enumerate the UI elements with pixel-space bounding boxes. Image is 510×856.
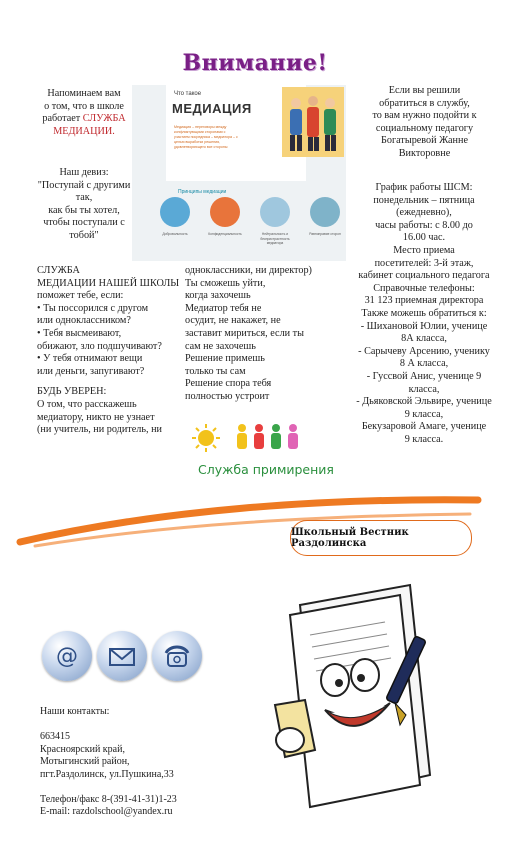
address-line: Мотыгинский район, [40,756,130,767]
guarantee-line: сам не захочешь [185,340,256,352]
help-line: или деньги, запугивают? [37,365,145,377]
email-link[interactable]: E-mail: razdolschool@yandex.ru [40,806,173,817]
help-line: • Ты поссорился с другом [37,302,149,314]
guarantee-line: когда захочешь [185,290,251,302]
teacher-line: Викторовне [398,147,451,159]
help-line: • У тебя отнимают вещи [37,353,143,365]
contacts-line [40,781,290,794]
schedule-line: часы работы: с 8.00 до [375,219,473,231]
schedule-line: - Дьяковской Эльвире, ученице [356,396,492,408]
schedule-line: Место приема [393,244,455,256]
schedule-line: - Сарычеву Арсению, ученику [358,345,490,357]
guarantee-line: Ты сможешь уйти, [185,277,266,289]
sun-icon [192,424,220,452]
contacts-heading: Наши контакты: [40,706,110,717]
contacts-line [40,719,290,732]
mediation-infographic [132,85,346,261]
schedule-block [345,182,503,446]
guarantee-line: одноклассники, ни директор) [185,265,312,276]
person-icon [210,197,240,227]
newspaper-banner: Школьный Вестник Раздолинска [290,520,472,556]
contacts-block [40,706,290,819]
schedule-line: 16.00 час. [402,232,446,244]
help-line: МЕДИАЦИИ НАШЕЙ ШКОЛЫ [37,277,180,289]
schedule-line: понедельник – пятница [373,194,475,206]
principles-title: Принципы медиации [178,189,227,195]
motto-line: как бы ты хотел, [48,204,120,216]
motto-block [36,167,132,243]
telephone-icon [152,631,202,681]
address-line: Красноярский край, [40,743,125,755]
handshake-icon [160,197,190,227]
intro-block [36,88,132,138]
envelope-icon [97,631,147,681]
schedule-line: 31 123 приемная директора [364,295,484,307]
schedule-line: класса, [408,383,440,395]
guarantee-line: только ты сам [185,365,246,377]
help-line: БУДЬ УВЕРЕН: [37,386,107,398]
guarantees-block [185,265,335,404]
motto-line: тобой" [69,229,99,241]
help-line: поможет тебе, если: [37,290,124,302]
spacer [37,378,182,386]
guarantee-line: заставит мириться, если ты [185,327,304,339]
group-icon [260,197,290,227]
people-icon [310,197,340,227]
teacher-line: то вам нужно подойти к [372,110,477,122]
help-block [37,265,182,437]
teacher-line: Богатыревой Жанне [381,135,468,147]
teacher-line: Если вы решили [388,85,461,96]
help-line: О том, что расскажешь [37,398,137,410]
intro-line: Напоминаем вам [47,88,121,99]
principle-label: Конфиденциальность [208,232,242,236]
schedule-line: кабинет социального педагога [358,270,490,282]
help-line: обижают, зло подшучивают? [37,340,162,352]
service-name: СЛУЖБА [82,113,126,125]
principle-label: Равноправие сторон [309,232,341,236]
motto-line: чтобы поступали с [43,217,125,229]
page-title: Внимание! [182,50,328,76]
schedule-line: (ежедневно), [396,207,452,219]
schedule-line: Также можешь обратиться к: [361,307,487,319]
guarantee-line: Решение примешь [185,353,265,365]
teacher-line: социальному педагогу [375,122,474,134]
schedule-line: 9 класса, [404,408,444,420]
contact-teacher-block [352,85,497,161]
at-sign-icon [42,631,92,681]
motto-line: Наш девиз: [59,167,109,178]
infographic-heading: МЕДИАЦИЯ [172,101,252,116]
help-line: или одноклассником? [37,315,131,327]
schedule-line: 8 А класса, [399,358,449,370]
people-illustration [282,87,344,157]
service-name-line: МЕДИАЦИИ. [53,125,115,137]
teacher-line: обратиться в службу, [379,97,470,109]
schedule-line: График работы ШСМ: [375,182,473,193]
address-line: пгт.Раздолинск, ул.Пушкина,33 [40,768,174,780]
principle-label: Нейтральность и беспристрастность медиатора [260,232,290,245]
motto-line: "Поступай с другими [37,179,131,191]
children-icon [237,424,298,449]
intro-line: о том, что в школе [44,100,124,112]
principle-label: Добровольность [162,232,188,236]
postal-code: 663415 [40,731,70,742]
schedule-line: 8А класса, [401,333,447,345]
intro-word: работает [42,113,83,125]
infographic-small-heading: Что такое [174,91,202,97]
newspaper-mascot [260,575,460,815]
svg-text:@: @ [56,644,78,669]
motto-line: так, [75,192,93,204]
schedule-line: Справочные телефоны: [373,282,475,294]
logo-text: Служба примирения [198,462,334,477]
help-line: (ни учитель, ни родитель, ни [37,424,162,436]
help-line: СЛУЖБА [37,265,80,276]
schedule-line: - Гуссвой Анис, ученице 9 [366,370,482,382]
help-line: • Тебя высмеивают, [37,327,122,339]
guarantee-line: осудит, не накажет, не [185,315,281,327]
schedule-line: - Шихановой Юлии, ученице [360,320,488,332]
phone-fax: Телефон/факс 8-(391-41-31)1-23 [40,793,177,805]
guarantee-line: полностью устроит [185,390,270,402]
schedule-line: посетителей: 3-й этаж, [374,257,474,269]
schedule-line: Бекузаровой Амаге, ученице [361,421,487,433]
guarantee-line: Решение спора тебя [185,378,272,390]
intro-line [36,113,132,126]
guarantee-line: Медиатор тебя не [185,302,262,314]
help-line: медиатору, никто не узнает [37,411,155,423]
infographic-blurb: Медиация – переговоры между конфликтующими сторонами с участием посредника – медиатора – с целью выработки решения, удовлетворяющего все стороны [174,125,238,149]
schedule-line: 9 класса. [404,433,444,445]
